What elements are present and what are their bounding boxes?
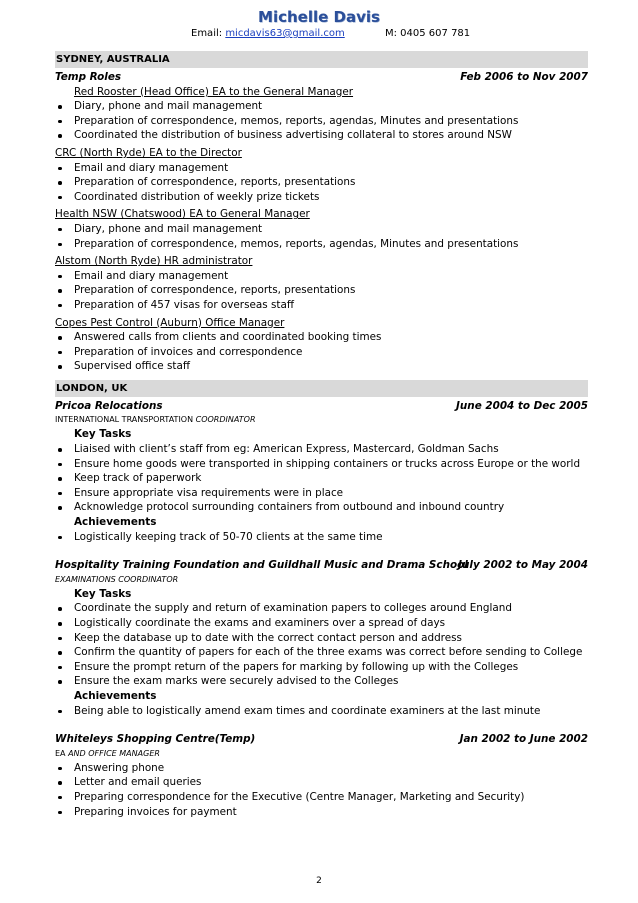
achievements-label: Achievements — [74, 516, 157, 529]
job-role: INTERNATIONAL TRANSPORTATION COORDINATOR — [55, 415, 256, 425]
list-item: Ensure home goods were transported in shipping containers or trucks across Europe or the world — [55, 457, 588, 472]
job-title: Whiteleys Shopping Centre(Temp) — [55, 733, 256, 746]
list-item: Preparation of invoices and correspondence — [55, 345, 588, 360]
list-item: Confirm the quantity of papers for each of the three exams was correct before sending to College — [55, 645, 588, 660]
location-heading-london: LONDON, UK — [55, 380, 588, 397]
mobile-number: M: 0405 607 781 — [385, 28, 471, 39]
list-item: Answered calls from clients and coordinated booking times — [55, 330, 588, 345]
list-item: Coordinated the distribution of business advertising collateral to stores around NSW — [55, 128, 588, 143]
list-item: Being able to logistically amend exam times and coordinate examiners at the last minute — [55, 704, 588, 719]
subrole-heading: Alstom (North Ryde) HR administrator — [55, 255, 253, 268]
job-dates: June 2004 to Dec 2005 — [456, 399, 588, 412]
job-role: EXAMINATIONS COORDINATOR — [55, 574, 179, 584]
list-item: Letter and email queries — [55, 775, 588, 790]
list-item: Keep track of paperwork — [55, 471, 588, 486]
list-item: Acknowledge protocol surrounding containers from outbound and inbound country — [55, 500, 588, 515]
list-item: Keep the database up to date with the correct contact person and address — [55, 631, 588, 646]
list-item: Preparation of correspondence, memos, reports, agendas, Minutes and presentations — [55, 114, 588, 129]
list-item: Coordinate the supply and return of examination papers to colleges around England — [55, 601, 588, 616]
subrole-heading: Red Rooster (Head Office) EA to the General Manager — [74, 85, 354, 98]
list-item: Supervised office staff — [55, 359, 588, 374]
list-item: Preparation of 457 visas for overseas staff — [55, 298, 588, 313]
job-title: Pricoa Relocations — [55, 399, 163, 412]
list-item: Diary, phone and mail management — [55, 99, 588, 114]
list-item: Ensure the exam marks were securely advised to the Colleges — [55, 674, 588, 689]
list-item: Preparation of correspondence, memos, reports, agendas, Minutes and presentations — [55, 237, 588, 252]
job-role: EA AND OFFICE MANAGER — [55, 748, 160, 758]
job-heading-hospitality — [55, 558, 588, 573]
email-block — [191, 28, 345, 39]
job-heading-whiteleys — [55, 732, 588, 747]
list-item: Email and diary management — [55, 269, 588, 284]
subrole-heading: CRC (North Ryde) EA to the Director — [55, 146, 242, 159]
list-item: Answering phone — [55, 761, 588, 776]
candidate-name: Michelle Davis — [258, 8, 380, 26]
achievements-label: Achievements — [74, 689, 157, 702]
job-dates: July 2002 to May 2004 — [458, 559, 588, 572]
list-item: Email and diary management — [55, 161, 588, 176]
email-link[interactable]: micdavis63@gmail.com — [225, 28, 345, 39]
job-dates: Feb 2006 to Nov 2007 — [460, 71, 588, 83]
list-item: Diary, phone and mail management — [55, 222, 588, 237]
job-title: Temp Roles — [55, 71, 122, 83]
job-dates: Jan 2002 to June 2002 — [459, 733, 588, 746]
key-tasks-label: Key Tasks — [74, 428, 132, 441]
email-label: Email: — [191, 28, 223, 39]
location-heading-sydney: SYDNEY, AUSTRALIA — [55, 51, 588, 68]
list-item: Preparation of correspondence, reports, presentations — [55, 283, 588, 298]
list-item: Coordinated distribution of weekly prize tickets — [55, 190, 588, 205]
job-heading-pricoa — [55, 399, 588, 414]
list-item: Ensure appropriate visa requirements were in place — [55, 486, 588, 501]
subrole-heading: Health NSW (Chatswood) EA to General Manager — [55, 208, 310, 221]
key-tasks-label: Key Tasks — [74, 587, 132, 600]
list-item: Logistically keeping track of 50-70 clients at the same time — [55, 530, 588, 545]
list-item: Liaised with client’s staff from eg: American Express, Mastercard, Goldman Sachs — [55, 442, 588, 457]
page-number: 2 — [316, 876, 322, 886]
resume-content — [55, 51, 588, 819]
list-item: Logistically coordinate the exams and examiners over a spread of days — [55, 616, 588, 631]
list-item: Preparation of correspondence, reports, presentations — [55, 175, 588, 190]
job-heading-temp-roles — [55, 70, 588, 85]
list-item: Preparing correspondence for the Executive (Centre Manager, Marketing and Security) — [55, 790, 588, 805]
subrole-heading: Copes Pest Control (Auburn) Office Manager — [55, 316, 285, 329]
list-item: Ensure the prompt return of the papers for marking by following up with the Colleges — [55, 660, 588, 675]
list-item: Preparing invoices for payment — [55, 805, 588, 820]
job-title: Hospitality Training Foundation and Guildhall Music and Drama School — [55, 559, 468, 572]
